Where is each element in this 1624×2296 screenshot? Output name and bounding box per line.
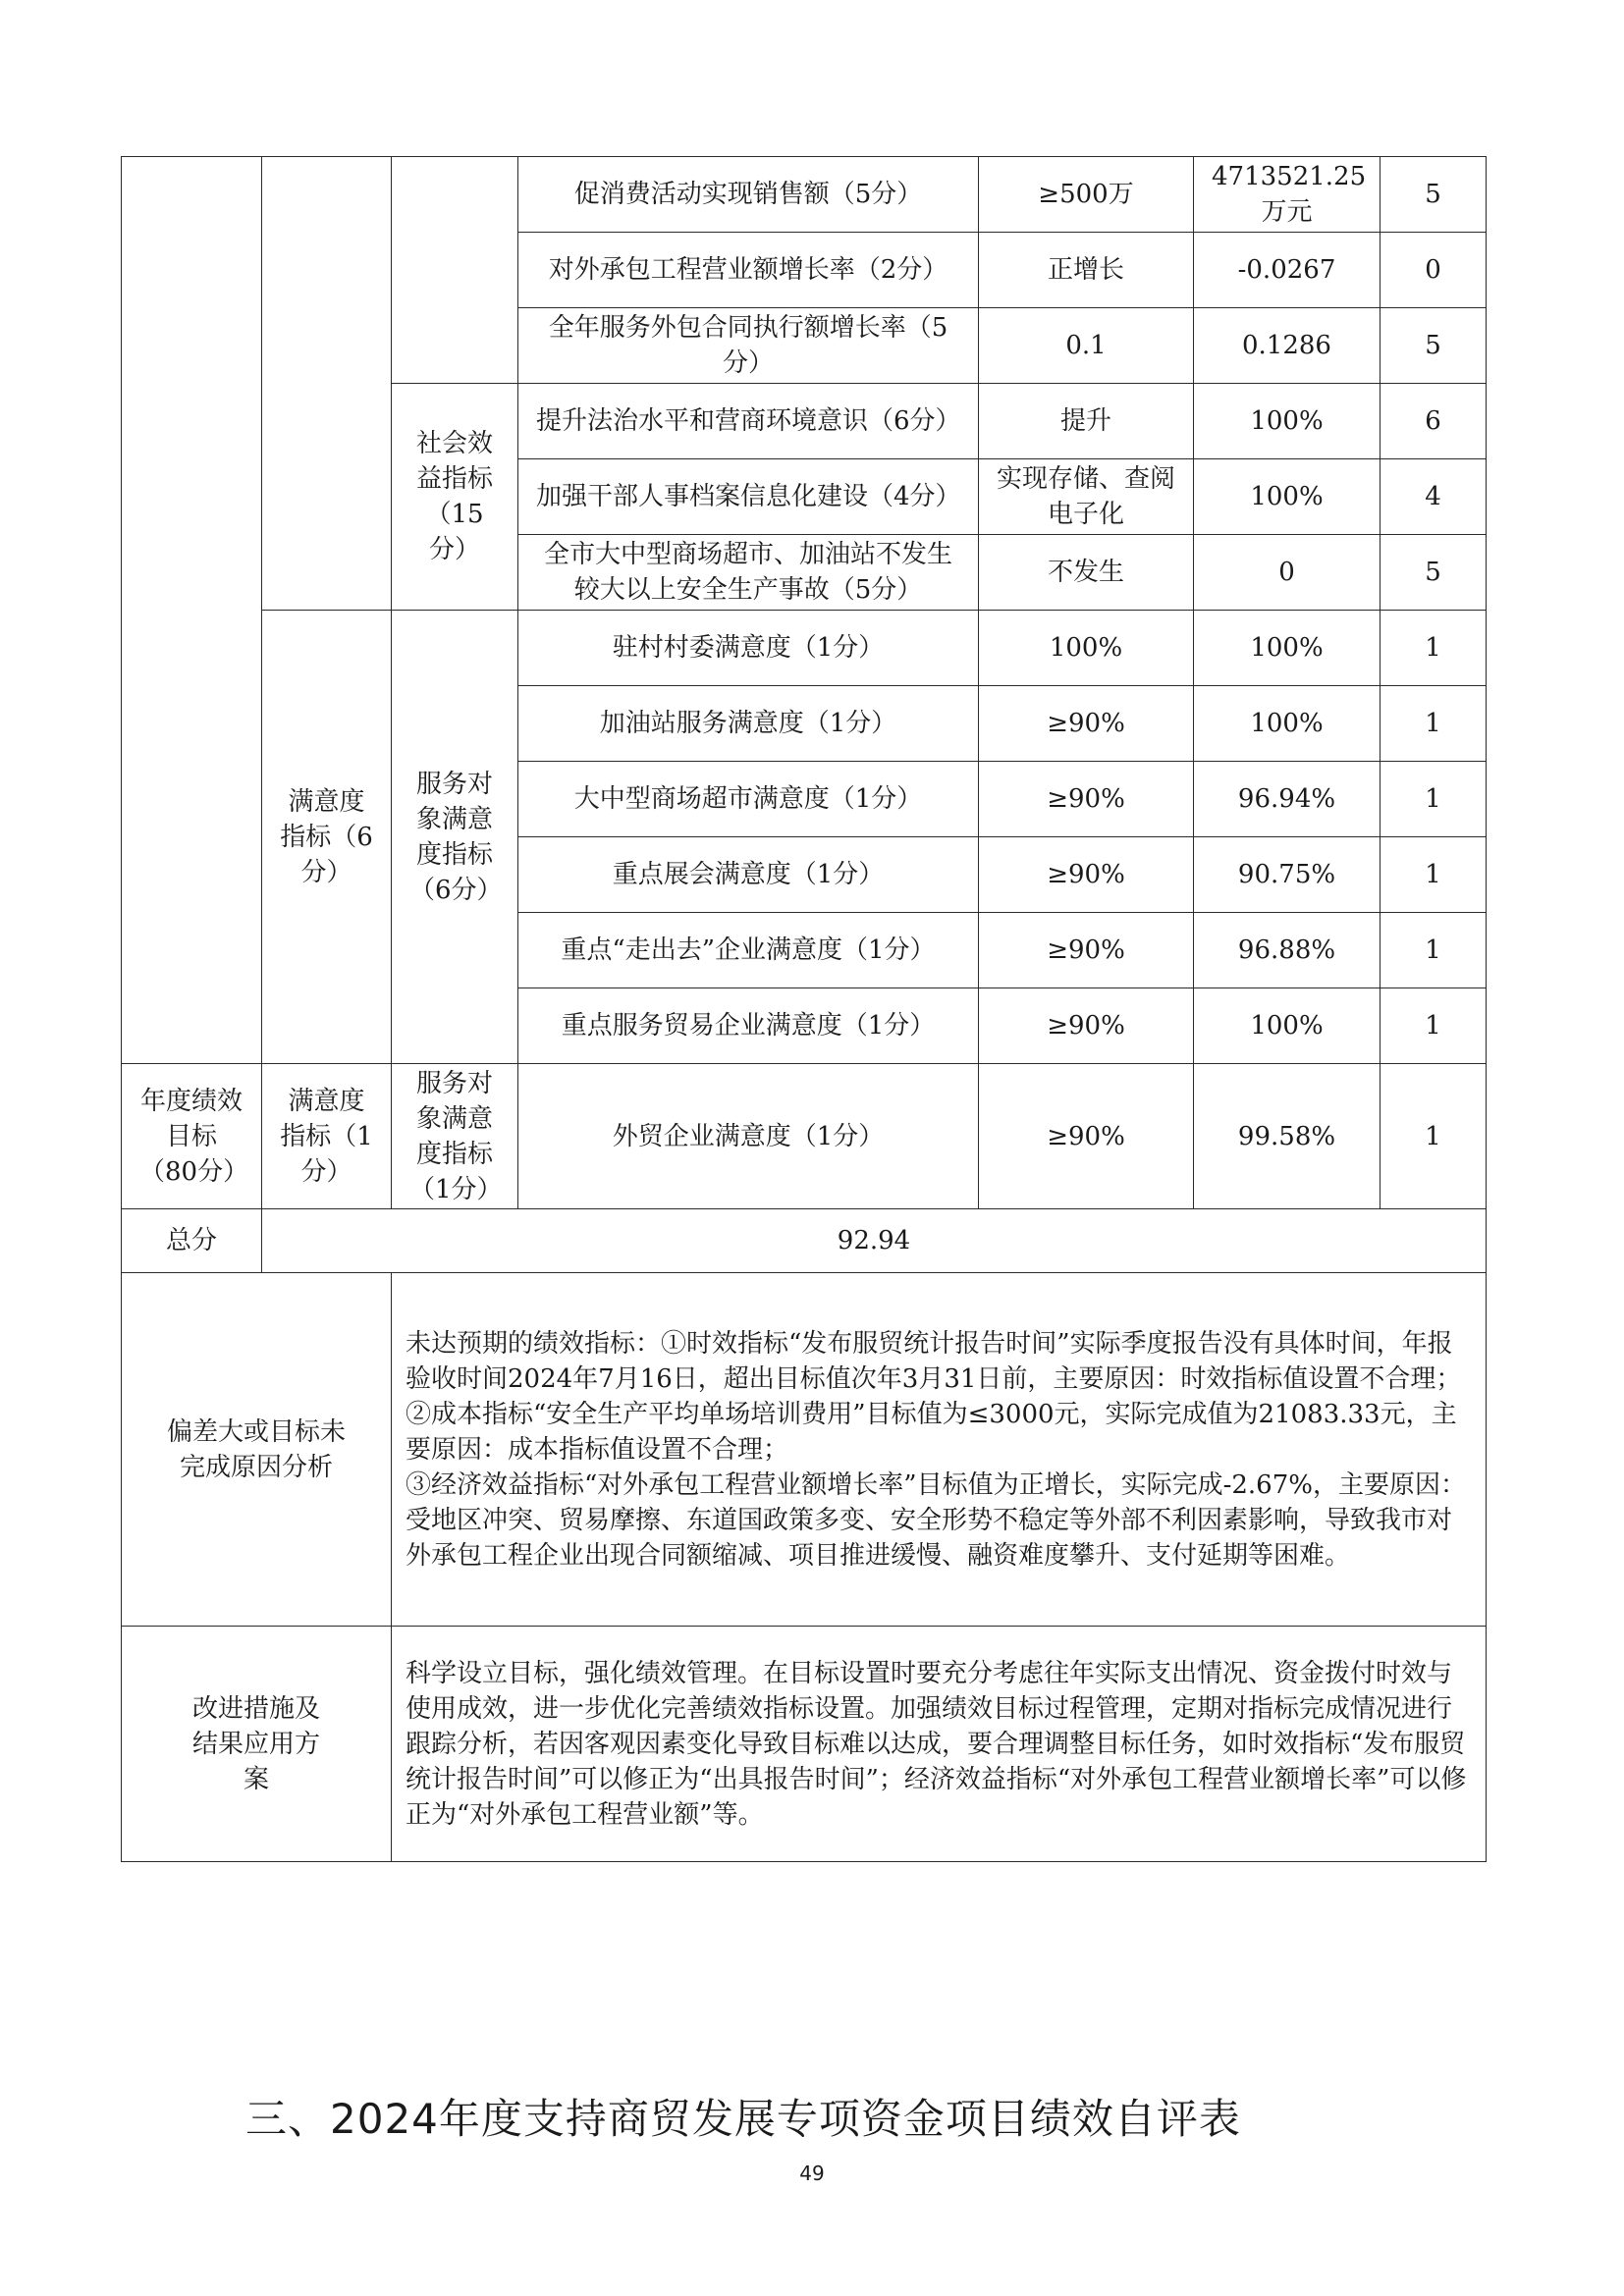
indicator-cell: 对外承包工程营业额增长率（2分）	[518, 233, 979, 308]
score-cell: 1	[1380, 611, 1487, 686]
indicator-cell: 全年服务外包合同执行额增长率（5分）	[518, 308, 979, 384]
level2-cell-continued	[262, 157, 392, 611]
actual-cell: 100%	[1194, 988, 1380, 1064]
score-cell: 1	[1380, 762, 1487, 837]
indicator-cell: 外贸企业满意度（1分）	[518, 1064, 979, 1209]
score-cell: 1	[1380, 913, 1487, 988]
target-cell: 提升	[979, 384, 1194, 459]
deviation-label: 偏差大或目标未完成原因分析	[122, 1273, 392, 1627]
indicator-cell: 重点“走出去”企业满意度（1分）	[518, 913, 979, 988]
target-cell: ≥90%	[979, 686, 1194, 762]
actual-cell: 100%	[1194, 459, 1380, 535]
performance-table	[121, 156, 1487, 1862]
score-cell: 1	[1380, 988, 1487, 1064]
target-cell: 100%	[979, 611, 1194, 686]
score-cell: 6	[1380, 384, 1487, 459]
total-value: 92.94	[262, 1209, 1487, 1273]
deviation-paragraph-2: ②成本指标“安全生产平均单场培训费用”目标值为≤3000元，实际完成值为21083.33元，主要原因：成本指标值设置不合理；	[406, 1399, 1457, 1465]
score-cell: 5	[1380, 157, 1487, 233]
actual-cell: 100%	[1194, 611, 1380, 686]
target-cell: ≥90%	[979, 1064, 1194, 1209]
actual-cell: 4713521.25万元	[1194, 157, 1380, 233]
target-cell: ≥500万	[979, 157, 1194, 233]
deviation-content	[392, 1273, 1487, 1627]
indicator-cell: 重点展会满意度（1分）	[518, 837, 979, 913]
target-cell: 正增长	[979, 233, 1194, 308]
level1-cell-continued	[122, 157, 262, 1064]
target-cell: 0.1	[979, 308, 1194, 384]
improvement-content: 科学设立目标，强化绩效管理。在目标设置时要充分考虑往年实际支出情况、资金拨付时效与使用成效，进一步优化完善绩效指标设置。加强绩效目标过程管理，定期对指标完成情况进行跟踪分析，若因客观因素变化导致目标难以达成，要合理调整目标任务，如时效指标“发布服贸统计报告时间”可以修正为“出具报告时间”；经济效益指标“对外承包工程营业额增长率”可以修正为“对外承包工程营业额”等。	[392, 1627, 1487, 1862]
section-heading: 三、2024年度支持商贸发展专项资金项目绩效自评表	[245, 2095, 1241, 2143]
annual-satisfaction-label: 满意度指标（1分）	[262, 1064, 392, 1209]
indicator-cell: 大中型商场超市满意度（1分）	[518, 762, 979, 837]
score-cell: 4	[1380, 459, 1487, 535]
score-cell: 1	[1380, 837, 1487, 913]
target-cell: ≥90%	[979, 762, 1194, 837]
service-satisfaction-label: 服务对象满意度指标（6分）	[392, 611, 518, 1064]
indicator-cell: 加强干部人事档案信息化建设（4分）	[518, 459, 979, 535]
annual-target-label: 年度绩效目标（80分）	[122, 1064, 262, 1209]
actual-cell: -0.0267	[1194, 233, 1380, 308]
indicator-cell: 全市大中型商场超市、加油站不发生较大以上安全生产事故（5分）	[518, 535, 979, 611]
social-benefit-label: 社会效益指标（15分）	[392, 384, 518, 611]
actual-cell: 100%	[1194, 384, 1380, 459]
target-cell: ≥90%	[979, 988, 1194, 1064]
indicator-cell: 加油站服务满意度（1分）	[518, 686, 979, 762]
actual-cell: 100%	[1194, 686, 1380, 762]
indicator-cell: 驻村村委满意度（1分）	[518, 611, 979, 686]
target-cell: 不发生	[979, 535, 1194, 611]
annual-service-satisfaction-label: 服务对象满意度指标（1分）	[392, 1064, 518, 1209]
target-cell: 实现存储、查阅电子化	[979, 459, 1194, 535]
indicator-cell: 促消费活动实现销售额（5分）	[518, 157, 979, 233]
table-row	[122, 157, 1487, 233]
table-row	[122, 611, 1487, 686]
score-cell: 0	[1380, 233, 1487, 308]
actual-cell: 90.75%	[1194, 837, 1380, 913]
improvement-row	[122, 1627, 1487, 1862]
level3-cell-continued	[392, 157, 518, 384]
satisfaction-label: 满意度指标（6分）	[262, 611, 392, 1064]
actual-cell: 0	[1194, 535, 1380, 611]
score-cell: 1	[1380, 1064, 1487, 1209]
deviation-row	[122, 1273, 1487, 1627]
score-cell: 5	[1380, 308, 1487, 384]
target-cell: ≥90%	[979, 837, 1194, 913]
actual-cell: 96.94%	[1194, 762, 1380, 837]
table-row	[122, 1064, 1487, 1209]
deviation-paragraph-1: 未达预期的绩效指标：①时效指标“发布服贸统计报告时间”实际季度报告没有具体时间，年报验收时间2024年7月16日，超出目标值次年3月31日前，主要原因：时效指标值设置不合理；	[406, 1328, 1462, 1394]
improvement-label: 改进措施及结果应用方案	[122, 1627, 392, 1862]
indicator-cell: 提升法治水平和营商环境意识（6分）	[518, 384, 979, 459]
actual-cell: 99.58%	[1194, 1064, 1380, 1209]
actual-cell: 0.1286	[1194, 308, 1380, 384]
indicator-cell: 重点服务贸易企业满意度（1分）	[518, 988, 979, 1064]
deviation-paragraph-3: ③经济效益指标“对外承包工程营业额增长率”目标值为正增长，实际完成-2.67%，主要原因：受地区冲突、贸易摩擦、东道国政策多变、安全形势不稳定等外部不利因素影响，导致我市对外承包工程企业出现合同额缩减、项目推进缓慢、融资难度攀升、支付延期等困难。	[406, 1469, 1466, 1571]
score-cell: 5	[1380, 535, 1487, 611]
score-cell: 1	[1380, 686, 1487, 762]
total-label: 总分	[122, 1209, 262, 1273]
total-row	[122, 1209, 1487, 1273]
actual-cell: 96.88%	[1194, 913, 1380, 988]
page-number: 49	[799, 2162, 825, 2185]
target-cell: ≥90%	[979, 913, 1194, 988]
